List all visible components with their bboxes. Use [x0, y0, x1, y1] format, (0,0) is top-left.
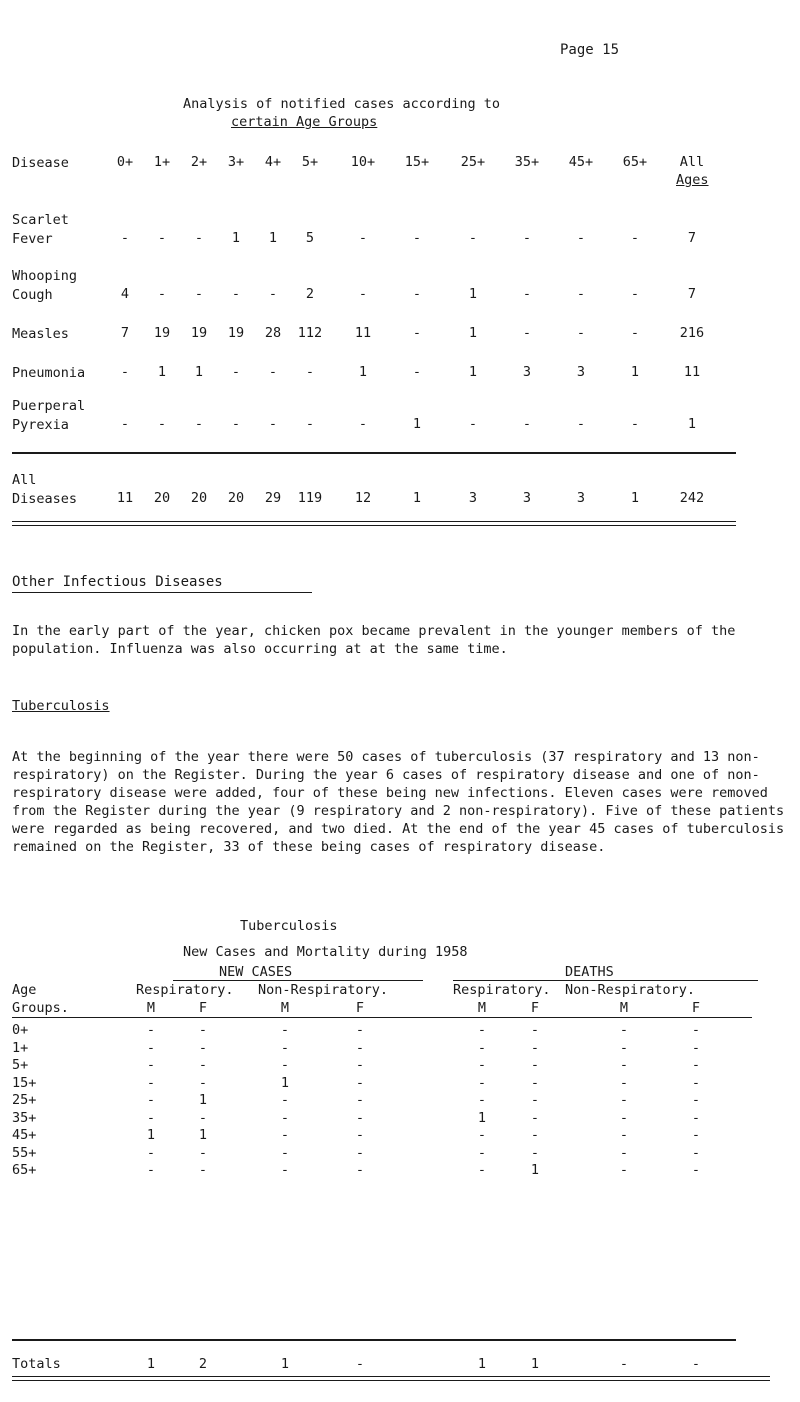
cell: - — [522, 286, 532, 302]
cell: - — [691, 1110, 701, 1126]
row-total: 216 — [679, 325, 705, 341]
cell: - — [522, 230, 532, 246]
cell: - — [477, 1075, 487, 1091]
cell: 1 — [530, 1162, 540, 1178]
cell: - — [231, 416, 241, 432]
cell: - — [691, 1075, 701, 1091]
cell: - — [355, 1092, 365, 1108]
cell: - — [146, 1075, 156, 1091]
disease-header: Disease — [12, 155, 69, 171]
cell: - — [355, 1127, 365, 1143]
cell: - — [268, 286, 278, 302]
totals-label: Diseases — [12, 491, 78, 507]
cell: 1 — [412, 490, 422, 506]
total-cell: 2 — [198, 1356, 208, 1372]
table1-header-row — [0, 154, 800, 174]
cell: - — [280, 1110, 290, 1126]
cell: - — [358, 416, 368, 432]
cell: 29 — [264, 490, 282, 506]
cell: - — [530, 1092, 540, 1108]
totals-label: Totals — [12, 1356, 61, 1372]
cell: - — [477, 1162, 487, 1178]
cell: - — [194, 230, 204, 246]
cell: 1 — [630, 364, 640, 380]
cell: - — [468, 230, 478, 246]
tuberculosis-paragraph: At the beginning of the year there were 50 cases of tuberculosis (37 respiratory and 13 non-respiratory) on the Register. During the year 6 cases of respiratory disease and one of non-respiratory disease were added, four of these being new infections. Eleven cases were removed from the Register during the year (9 respiratory and 2 non-respiratory). Five of these patients were regarded as being recovered, and two died. At the end of the year 45 cases of tuberculosis remained on the Register, 33 of these being cases of respiratory disease. — [12, 749, 785, 855]
totals-label-line1: All — [12, 472, 37, 488]
cell: - — [619, 1162, 629, 1178]
cell: 12 — [354, 490, 372, 506]
cell: - — [576, 230, 586, 246]
total-cell: - — [355, 1356, 365, 1372]
other-infectious-paragraph: In the early part of the year, chicken pox became prevalent in the younger members of the population. Influenza was also occurring at at the same time. — [12, 623, 736, 657]
cell: - — [530, 1022, 540, 1038]
age-group-label: 0+ — [12, 1022, 29, 1038]
cell: 3 — [576, 490, 586, 506]
cell: - — [198, 1075, 208, 1091]
cell: 1 — [198, 1092, 208, 1108]
all-ages-header-2: Ages — [676, 172, 709, 188]
cell: - — [355, 1075, 365, 1091]
cell: 1 — [358, 364, 368, 380]
cell: 1 — [468, 286, 478, 302]
cell: - — [146, 1092, 156, 1108]
all-ages-header: All — [679, 154, 705, 170]
age-group-label: 45+ — [12, 1127, 37, 1143]
table-row — [0, 325, 800, 345]
row-label: Pyrexia — [12, 417, 69, 433]
m-header: M — [280, 1000, 290, 1016]
cell: 3 — [468, 490, 478, 506]
age-header: 35+ — [514, 154, 540, 170]
cell: - — [280, 1127, 290, 1143]
table2-header-rule — [12, 1017, 752, 1018]
cell: - — [412, 286, 422, 302]
age-header: 1+ — [153, 154, 171, 170]
cell: - — [530, 1057, 540, 1073]
cell: - — [619, 1092, 629, 1108]
grand-total: 242 — [679, 490, 705, 506]
table2-bottom-rule — [12, 1380, 770, 1381]
age-header: 4+ — [264, 154, 282, 170]
cell: - — [691, 1022, 701, 1038]
total-cell: 1 — [280, 1356, 290, 1372]
age-header: 45+ — [568, 154, 594, 170]
cell: - — [522, 325, 532, 341]
age-header: 65+ — [622, 154, 648, 170]
cell: 4 — [120, 286, 130, 302]
cell: - — [691, 1057, 701, 1073]
cell: 1 — [268, 230, 278, 246]
age-header: 15+ — [404, 154, 430, 170]
table1-divider — [12, 452, 736, 454]
cell: 19 — [190, 325, 208, 341]
row-total: 11 — [683, 364, 701, 380]
cell: - — [120, 230, 130, 246]
page-number: Page 15 — [560, 42, 620, 58]
table-row — [0, 416, 800, 436]
cell: - — [691, 1162, 701, 1178]
row-label: Cough — [12, 287, 53, 303]
f-header: F — [530, 1000, 540, 1016]
cell: - — [477, 1057, 487, 1073]
cell: - — [198, 1040, 208, 1056]
cell: 20 — [190, 490, 208, 506]
cell: - — [146, 1040, 156, 1056]
cell: - — [146, 1162, 156, 1178]
cell: - — [268, 364, 278, 380]
cell: - — [630, 416, 640, 432]
cell: 3 — [522, 490, 532, 506]
cell: - — [157, 286, 167, 302]
cell: - — [619, 1057, 629, 1073]
cell: 1 — [280, 1075, 290, 1091]
table-row — [0, 286, 800, 306]
age-header: 25+ — [460, 154, 486, 170]
cell: - — [146, 1110, 156, 1126]
cell: - — [530, 1145, 540, 1161]
cell: 1 — [630, 490, 640, 506]
cell: - — [194, 286, 204, 302]
cell: - — [691, 1092, 701, 1108]
table2-bottom-rule — [12, 1376, 770, 1377]
cell: - — [231, 364, 241, 380]
cell: - — [691, 1145, 701, 1161]
cell: 2 — [305, 286, 315, 302]
totals-row — [0, 490, 800, 510]
cell: 1 — [468, 325, 478, 341]
cell: - — [530, 1127, 540, 1143]
cell: - — [157, 230, 167, 246]
table1-bottom-rule — [12, 525, 736, 526]
table1-subtitle: certain Age Groups — [231, 114, 378, 130]
age-header: 2+ — [190, 154, 208, 170]
cell: 20 — [227, 490, 245, 506]
cell: 19 — [227, 325, 245, 341]
cell: - — [477, 1127, 487, 1143]
cell: - — [630, 325, 640, 341]
m-header: M — [477, 1000, 487, 1016]
cell: - — [477, 1022, 487, 1038]
total-cell: 1 — [530, 1356, 540, 1372]
cell: - — [268, 416, 278, 432]
cell: - — [280, 1145, 290, 1161]
cell: - — [412, 364, 422, 380]
cell: 3 — [576, 364, 586, 380]
cell: 7 — [120, 325, 130, 341]
cell: 11 — [116, 490, 134, 506]
age-header: 3+ — [227, 154, 245, 170]
cell: - — [157, 416, 167, 432]
cell: - — [146, 1022, 156, 1038]
f-header: F — [691, 1000, 701, 1016]
cell: 1 — [468, 364, 478, 380]
cell: - — [355, 1162, 365, 1178]
row-label-line1: Whooping — [12, 268, 78, 284]
deaths-header: DEATHS — [565, 964, 614, 980]
cell: - — [630, 230, 640, 246]
cell: - — [231, 286, 241, 302]
age-header: Age — [12, 982, 37, 998]
table2-subtitle: New Cases and Mortality during 1958 — [183, 944, 468, 960]
cell: - — [619, 1040, 629, 1056]
cell: - — [530, 1110, 540, 1126]
age-header: 10+ — [350, 154, 376, 170]
other-infectious-heading: Other Infectious Diseases — [12, 574, 223, 590]
row-label: Pneumonia — [12, 365, 86, 381]
cell: - — [280, 1162, 290, 1178]
age-group-label: 15+ — [12, 1075, 37, 1091]
age-group-label: 35+ — [12, 1110, 37, 1126]
new-cases-header: NEW CASES — [219, 964, 293, 980]
cell: - — [619, 1145, 629, 1161]
row-label-line1: Scarlet — [12, 212, 69, 228]
cell: 11 — [354, 325, 372, 341]
m-header: M — [619, 1000, 629, 1016]
cell: - — [305, 416, 315, 432]
cell: - — [691, 1127, 701, 1143]
table1-title: Analysis of notified cases according to — [183, 96, 500, 112]
cell: 1 — [194, 364, 204, 380]
nonresp-header: Non-Respiratory. — [258, 982, 389, 998]
deaths-rule — [453, 980, 758, 981]
age-group-label: 55+ — [12, 1145, 37, 1161]
cell: 5 — [305, 230, 315, 246]
cell: 20 — [153, 490, 171, 506]
table2-totals-rule — [12, 1339, 736, 1341]
cell: - — [619, 1127, 629, 1143]
cell: - — [280, 1092, 290, 1108]
cell: - — [198, 1110, 208, 1126]
cell: - — [412, 325, 422, 341]
row-label-line1: Puerperal — [12, 398, 86, 414]
cell: - — [576, 416, 586, 432]
total-cell: - — [691, 1356, 701, 1372]
cell: - — [412, 230, 422, 246]
age-group-label: 1+ — [12, 1040, 29, 1056]
age-group-label: 25+ — [12, 1092, 37, 1108]
cell: - — [355, 1040, 365, 1056]
cell: - — [355, 1057, 365, 1073]
cell: 119 — [297, 490, 323, 506]
table1-bottom-rule — [12, 521, 736, 522]
cell: - — [355, 1022, 365, 1038]
age-header: 5+ — [301, 154, 319, 170]
cell: - — [619, 1022, 629, 1038]
cell: - — [355, 1110, 365, 1126]
cell: - — [619, 1110, 629, 1126]
cell: - — [477, 1040, 487, 1056]
total-cell: 1 — [146, 1356, 156, 1372]
cell: - — [477, 1145, 487, 1161]
cell: 1 — [477, 1110, 487, 1126]
cell: - — [146, 1057, 156, 1073]
cell: - — [530, 1075, 540, 1091]
table-row — [0, 230, 800, 250]
cell: - — [691, 1040, 701, 1056]
heading-underline — [12, 592, 312, 593]
cell: - — [120, 416, 130, 432]
cell: - — [576, 286, 586, 302]
cell: - — [355, 1145, 365, 1161]
cell: - — [358, 286, 368, 302]
cell: - — [522, 416, 532, 432]
cell: - — [305, 364, 315, 380]
f-header: F — [355, 1000, 365, 1016]
cell: - — [280, 1022, 290, 1038]
cell: - — [146, 1145, 156, 1161]
cell: - — [576, 325, 586, 341]
cell: - — [120, 364, 130, 380]
cell: - — [530, 1040, 540, 1056]
table-row — [0, 364, 800, 384]
cell: - — [198, 1057, 208, 1073]
cell: 1 — [146, 1127, 156, 1143]
cell: - — [198, 1022, 208, 1038]
row-total: 7 — [687, 230, 697, 246]
cell: - — [630, 286, 640, 302]
resp-header: Respiratory. — [453, 982, 551, 998]
cell: - — [280, 1057, 290, 1073]
cell: - — [280, 1040, 290, 1056]
cell: - — [619, 1075, 629, 1091]
cell: - — [468, 416, 478, 432]
table2-title: Tuberculosis — [240, 918, 338, 934]
cell: 112 — [297, 325, 323, 341]
resp-header: Respiratory. — [136, 982, 234, 998]
row-total: 7 — [687, 286, 697, 302]
row-label: Fever — [12, 231, 53, 247]
cell: - — [358, 230, 368, 246]
age-group-label: 65+ — [12, 1162, 37, 1178]
row-label: Measles — [12, 326, 69, 342]
age-group-label: 5+ — [12, 1057, 29, 1073]
cell: - — [477, 1092, 487, 1108]
cell: 1 — [198, 1127, 208, 1143]
new-cases-rule — [173, 980, 423, 981]
nonresp-header: Non-Respiratory. — [565, 982, 696, 998]
row-total: 1 — [687, 416, 697, 432]
cell: - — [198, 1162, 208, 1178]
groups-header: Groups. — [12, 1000, 69, 1016]
cell: 1 — [412, 416, 422, 432]
total-cell: - — [619, 1356, 629, 1372]
cell: 19 — [153, 325, 171, 341]
m-header: M — [146, 1000, 156, 1016]
cell: 1 — [231, 230, 241, 246]
f-header: F — [198, 1000, 208, 1016]
cell: - — [198, 1145, 208, 1161]
cell: 1 — [157, 364, 167, 380]
cell: - — [194, 416, 204, 432]
tuberculosis-heading: Tuberculosis — [12, 698, 110, 714]
cell: 3 — [522, 364, 532, 380]
cell: 28 — [264, 325, 282, 341]
total-cell: 1 — [477, 1356, 487, 1372]
age-header: 0+ — [116, 154, 134, 170]
